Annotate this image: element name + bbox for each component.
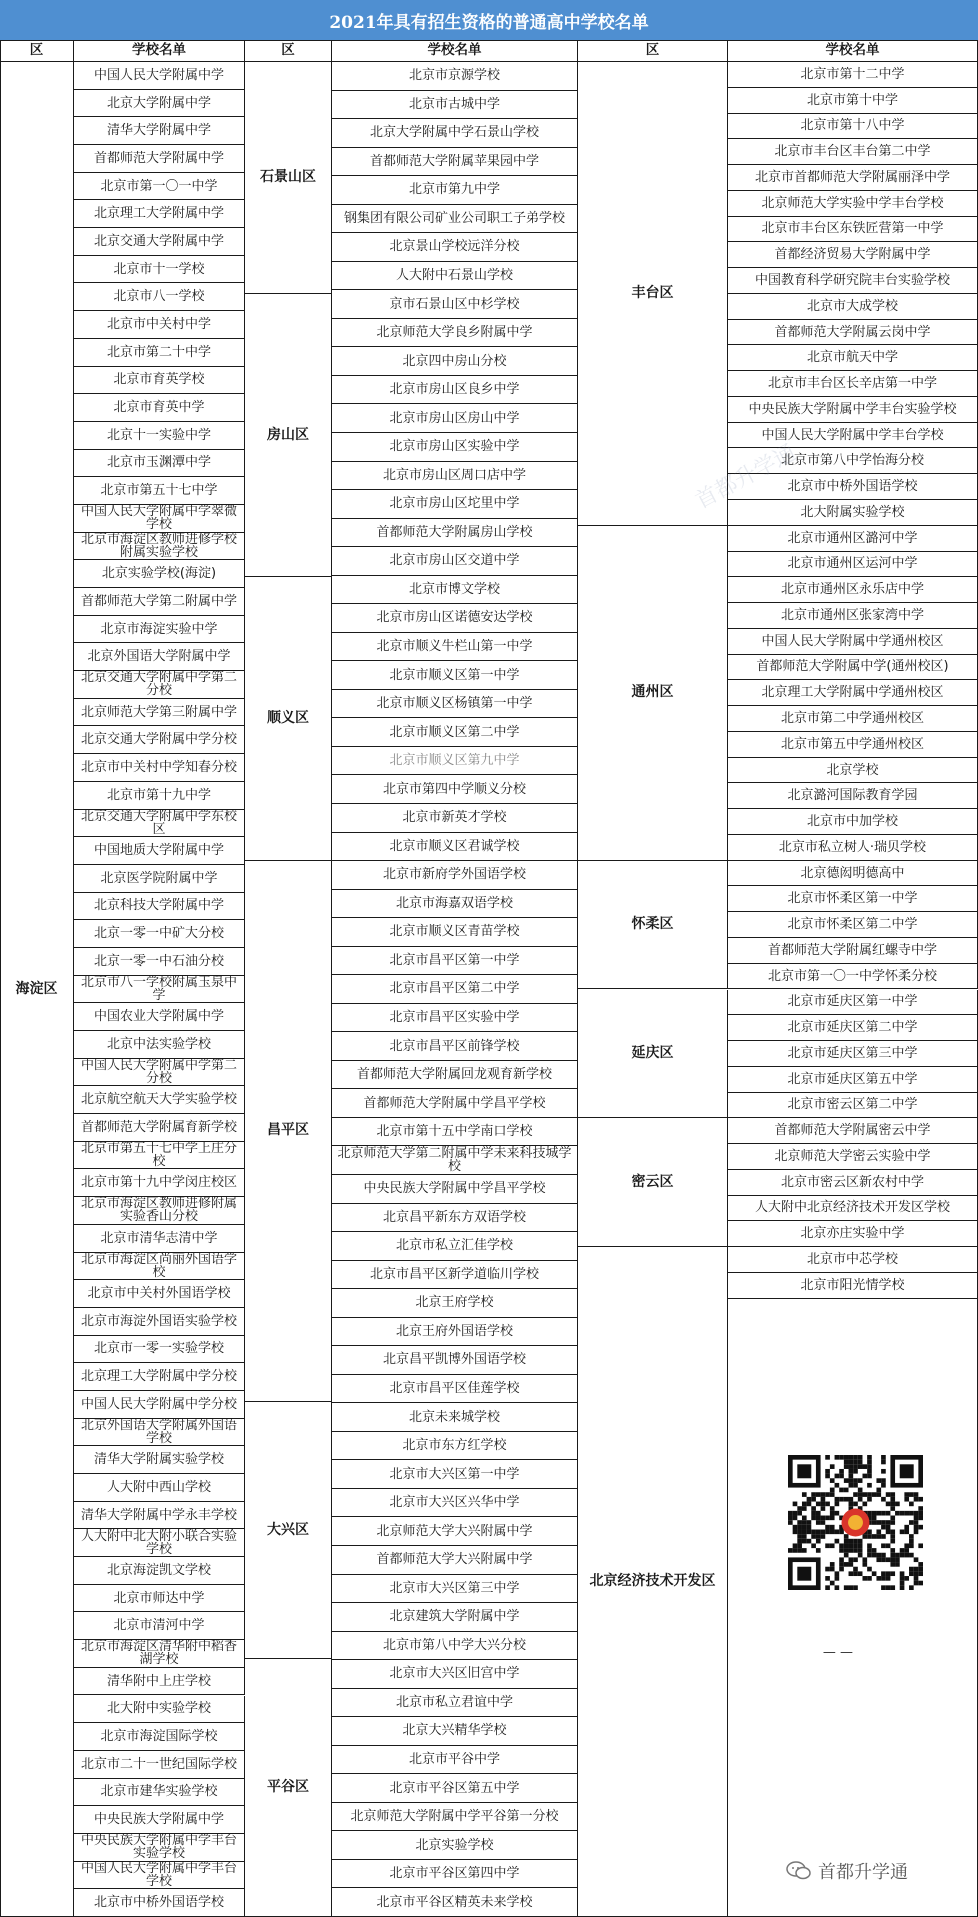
school-cell: 北京市新英才学校 <box>332 804 578 833</box>
school-cell: 中国农业大学附属中学 <box>74 1003 245 1031</box>
school-cell: 北京市怀柔区第二中学 <box>728 912 978 938</box>
school-cell: 北京市昌平区前锋学校 <box>332 1032 578 1061</box>
school-cell: 北京昌平凯博外国语学校 <box>332 1346 578 1375</box>
school-cell: 首都师范大学附属中学 <box>74 145 245 173</box>
school-cell: 北京市延庆区第一中学 <box>728 990 978 1016</box>
school-cell: 北京市丰台区丰台第二中学 <box>728 139 978 165</box>
school-cell: 北京市京源学校 <box>332 62 578 91</box>
school-cell: 中国人民大学附属中学第二分校 <box>74 1059 245 1087</box>
school-cell: 北京市大兴区第一中学 <box>332 1460 578 1489</box>
school-cell: 北京德闳明德高中 <box>728 861 978 887</box>
school-cell: 中央民族大学附属中学丰台实验学校 <box>74 1834 245 1862</box>
school-cell: 北京市中关村中学 <box>74 311 245 339</box>
school-cell: 北京市昌平区佳莲学校 <box>332 1375 578 1404</box>
school-cell: 北京交通大学附属中学分校 <box>74 726 245 754</box>
school-cell: 北京市丰台区长辛店第一中学 <box>728 371 978 397</box>
school-cell: 北京市一零一实验学校 <box>74 1336 245 1364</box>
school-cell: 北京市中关村中学知春分校 <box>74 754 245 782</box>
school-cell: 北京大学附属中学石景山学校 <box>332 119 578 148</box>
school-cell: 北京市中桥外国语学校 <box>74 1889 245 1917</box>
school-cell: 中央民族大学附属中学丰台实验学校 <box>728 397 978 423</box>
school-cell: 北京市第二中学通州校区 <box>728 706 978 732</box>
school-cell: 北京潞河国际教育学园 <box>728 783 978 809</box>
school-cell: 北京师范大学密云实验中学 <box>728 1144 978 1170</box>
school-cell: 北京市育英中学 <box>74 394 245 422</box>
column-header-district: 区 <box>578 40 728 62</box>
school-cell: 北京市海淀区教师进修附属实验香山分校 <box>74 1197 245 1225</box>
school-cell: 北京市第五十七中学 <box>74 477 245 505</box>
school-cell: 北京市建华实验学校 <box>74 1779 245 1807</box>
school-cell: 北京未来城学校 <box>332 1403 578 1432</box>
school-cell: 北京市私立汇佳学校 <box>332 1232 578 1261</box>
school-cell: 北京市博文学校 <box>332 576 578 605</box>
school-cell: 北大附属实验学校 <box>728 500 978 526</box>
column-header-district: 区 <box>0 40 74 62</box>
district-cell: 平谷区 <box>245 1659 332 1917</box>
school-cell: 北京交通大学附属中学 <box>74 228 245 256</box>
school-cell: 北京市海淀国际学校 <box>74 1723 245 1751</box>
page-title: 2021年具有招生资格的普通高中学校名单 <box>0 0 978 40</box>
school-cell: 北京市海淀外国语实验学校 <box>74 1308 245 1336</box>
school-cell: 北京大兴精华学校 <box>332 1717 578 1746</box>
school-cell: 北京四中房山分校 <box>332 347 578 376</box>
school-cell: 北京市密云区新农村中学 <box>728 1170 978 1196</box>
school-cell: 北京市第十五中学南口学校 <box>332 1118 578 1147</box>
school-cell: 中国教育科学研究院丰台实验学校 <box>728 268 978 294</box>
school-cell: 北京市平谷区第五中学 <box>332 1774 578 1803</box>
school-cell: 北京中法实验学校 <box>74 1031 245 1059</box>
school-cell: 清华附中上庄学校 <box>74 1668 245 1696</box>
school-cell: 北京市通州区运河中学 <box>728 552 978 578</box>
school-cell: 北京市顺义区君诚学校 <box>332 833 578 862</box>
school-cell: 北京市昌平区第一中学 <box>332 947 578 976</box>
school-cell: 北京市顺义区杨镇第一中学 <box>332 690 578 719</box>
wechat-icon <box>786 1861 812 1881</box>
school-cell: 首都师范大学大兴附属中学 <box>332 1546 578 1575</box>
school-cell: 北大附中实验学校 <box>74 1696 245 1724</box>
school-cell: 北京市第二十中学 <box>74 339 245 367</box>
school-cell: 北京市中芯学校 <box>728 1247 978 1273</box>
school-cell: 北京市第五十七中学上庄分校 <box>74 1142 245 1170</box>
school-cell: 北京市私立君谊中学 <box>332 1689 578 1718</box>
school-cell: 北京市第八中学怡海分校 <box>728 448 978 474</box>
school-cell: 北京市航天中学 <box>728 345 978 371</box>
school-cell: 中央民族大学附属中学 <box>74 1806 245 1834</box>
school-cell: 人大附中西山学校 <box>74 1474 245 1502</box>
school-cell: 首都师范大学附属密云中学 <box>728 1118 978 1144</box>
school-cell: 北京市师达中学 <box>74 1585 245 1613</box>
school-cell: 北京市育英学校 <box>74 367 245 395</box>
school-cell: 北京理工大学附属中学 <box>74 200 245 228</box>
school-cell: 中国人民大学附属中学通州校区 <box>728 629 978 655</box>
school-table <box>0 40 978 1917</box>
school-cell: 北京市玉渊潭中学 <box>74 450 245 478</box>
school-cell: 北京市第十八中学 <box>728 114 978 140</box>
district-cell: 石景山区 <box>245 62 332 294</box>
school-cell: 北京市房山区周口店中学 <box>332 462 578 491</box>
qr-code-icon <box>788 1455 923 1590</box>
school-cell: 北京市第九中学 <box>332 176 578 205</box>
school-cell: 北京市大兴区第三中学 <box>332 1575 578 1604</box>
school-cell: 北京市海淀区尚丽外国语学校 <box>74 1253 245 1281</box>
school-cell: 北京市海淀实验中学 <box>74 616 245 644</box>
school-cell: 北京市第十九中学闵庄校区 <box>74 1169 245 1197</box>
school-cell: 北京市大兴区兴华中学 <box>332 1489 578 1518</box>
school-cell: 北京一零一中矿大分校 <box>74 920 245 948</box>
school-cell: 北京市顺义区第二中学 <box>332 718 578 747</box>
school-cell: 北京市中关村外国语学校 <box>74 1280 245 1308</box>
school-cell: 北京市首都师范大学附属丽泽中学 <box>728 165 978 191</box>
school-cell: 北京市第十九中学 <box>74 782 245 810</box>
school-cell: 北京理工大学附属中学通州校区 <box>728 680 978 706</box>
school-cell: 北京市房山区良乡中学 <box>332 376 578 405</box>
school-cell: 北京市第八中学大兴分校 <box>332 1632 578 1661</box>
school-cell: 北京医学院附属中学 <box>74 865 245 893</box>
school-cell: 首都经济贸易大学附属中学 <box>728 242 978 268</box>
school-cell: 北京市第十中学 <box>728 88 978 114</box>
district-cell: 大兴区 <box>245 1402 332 1660</box>
filler-dashes: — — <box>822 1645 854 1660</box>
school-cell: 北京市顺义牛栏山第一中学 <box>332 633 578 662</box>
district-cell: 顺义区 <box>245 577 332 860</box>
school-cell: 北京科技大学附属中学 <box>74 893 245 921</box>
district-cell: 昌平区 <box>245 861 332 1402</box>
school-cell: 北京市昌平区新学道临川学校 <box>332 1261 578 1290</box>
school-cell: 北京师范大学大兴附属中学 <box>332 1517 578 1546</box>
column-header-school: 学校名单 <box>74 40 245 62</box>
school-cell: 北京交通大学附属中学东校区 <box>74 810 245 838</box>
school-cell: 北京市房山区实验中学 <box>332 433 578 462</box>
school-cell: 首都师范大学附属中学(通州校区) <box>728 655 978 681</box>
school-cell: 北京一零一中石油分校 <box>74 948 245 976</box>
school-cell: 北京市私立树人·瑞贝学校 <box>728 835 978 861</box>
school-cell: 北京王府学校 <box>332 1289 578 1318</box>
school-cell: 中国人民大学附属中学丰台学校 <box>728 423 978 449</box>
district-cell: 北京经济技术开发区 <box>578 1247 728 1917</box>
school-cell: 北京市通州区潞河中学 <box>728 526 978 552</box>
watermark-text: 首都升学通 <box>818 1862 908 1883</box>
school-cell: 北京市第四中学顺义分校 <box>332 775 578 804</box>
school-cell: 清华大学附属中学 <box>74 117 245 145</box>
school-cell: 首都师范大学附属房山学校 <box>332 519 578 548</box>
school-cell: 北京市二十一世纪国际学校 <box>74 1751 245 1779</box>
school-cell: 北京市平谷区精英未来学校 <box>332 1888 578 1917</box>
school-cell: 北京市八一学校 <box>74 283 245 311</box>
faint-watermark: 首都升学通 <box>691 440 801 515</box>
school-cell: 北京市清华志清中学 <box>74 1225 245 1253</box>
school-cell: 中国人民大学附属中学 <box>74 62 245 90</box>
school-cell: 北京实验学校 <box>332 1831 578 1860</box>
school-cell: 中央民族大学附属中学昌平学校 <box>332 1175 578 1204</box>
school-cell: 北京市通州区永乐店中学 <box>728 577 978 603</box>
school-cell: 北京外国语大学附属中学 <box>74 643 245 671</box>
school-cell: 北京市海淀区清华附中稻香湖学校 <box>74 1640 245 1668</box>
school-cell: 北京市清河中学 <box>74 1612 245 1640</box>
school-cell: 北京市顺义区青苗学校 <box>332 918 578 947</box>
school-cell: 首都师范大学附属苹果园中学 <box>332 148 578 177</box>
column-header-school: 学校名单 <box>728 40 978 62</box>
school-cell: 北京市通州区张家湾中学 <box>728 603 978 629</box>
school-cell: 北京师范大学附属中学平谷第一分校 <box>332 1803 578 1832</box>
school-cell: 清华大学附属实验学校 <box>74 1446 245 1474</box>
school-cell: 北京师范大学第二附属中学未来科技城学校 <box>332 1146 578 1175</box>
school-cell: 北京王府外国语学校 <box>332 1318 578 1347</box>
school-cell: 北京十一实验中学 <box>74 422 245 450</box>
school-cell: 北京市延庆区第五中学 <box>728 1067 978 1093</box>
school-cell: 北京昌平新东方双语学校 <box>332 1204 578 1233</box>
watermark <box>786 1858 908 1884</box>
school-cell: 北京建筑大学附属中学 <box>332 1603 578 1632</box>
school-cell: 北京市平谷区第四中学 <box>332 1860 578 1889</box>
school-cell: 人大附中北京经济技术开发区学校 <box>728 1196 978 1222</box>
district-cell: 通州区 <box>578 526 728 861</box>
school-cell: 清华大学附属中学永丰学校 <box>74 1502 245 1530</box>
school-cell: 首都师范大学第二附属中学 <box>74 588 245 616</box>
school-cell: 北京市丰台区东铁匠营第一中学 <box>728 217 978 243</box>
school-cell: 北京市怀柔区第一中学 <box>728 886 978 912</box>
school-cell: 北京市海淀区教师进修学校附属实验学校 <box>74 533 245 561</box>
school-cell: 北京海淀凯文学校 <box>74 1557 245 1585</box>
column-header-school: 学校名单 <box>332 40 578 62</box>
school-cell: 钢集团有限公司矿业公司职工子弟学校 <box>332 205 578 234</box>
school-cell: 北京师范大学实验中学丰台学校 <box>728 191 978 217</box>
school-cell: 北京市八一学校附属玉泉中学 <box>74 976 245 1004</box>
school-cell: 北京市房山区诺德安达学校 <box>332 604 578 633</box>
school-cell: 北京实验学校(海淀) <box>74 560 245 588</box>
district-cell: 延庆区 <box>578 990 728 1119</box>
school-cell: 中国地质大学附属中学 <box>74 837 245 865</box>
school-cell: 北京景山学校远洋分校 <box>332 233 578 262</box>
school-cell: 北京市顺义区第一中学 <box>332 661 578 690</box>
school-cell: 北京市第一〇一中学 <box>74 173 245 201</box>
school-cell: 首都师范大学附属回龙观育新学校 <box>332 1061 578 1090</box>
school-cell: 北京师范大学良乡附属中学 <box>332 319 578 348</box>
school-cell: 北京市昌平区实验中学 <box>332 1004 578 1033</box>
school-cell: 首都师范大学附属云岗中学 <box>728 320 978 346</box>
school-cell: 北京市房山区房山中学 <box>332 404 578 433</box>
school-cell: 中国人民大学附属中学翠微学校 <box>74 505 245 533</box>
school-cell: 人大附中北大附小联合实验学校 <box>74 1529 245 1557</box>
district-cell: 怀柔区 <box>578 861 728 990</box>
school-cell: 首都师范大学附属育新学校 <box>74 1114 245 1142</box>
school-cell: 北京市延庆区第二中学 <box>728 1015 978 1041</box>
school-cell: 首都师范大学附属红螺寺中学 <box>728 938 978 964</box>
school-cell: 北京市中桥外国语学校 <box>728 474 978 500</box>
school-cell: 北京师范大学第三附属中学 <box>74 699 245 727</box>
school-cell: 北京市房山区坨里中学 <box>332 490 578 519</box>
school-cell: 北京市阳光情学校 <box>728 1273 978 1299</box>
school-cell: 北京市顺义区第九中学 <box>332 747 578 776</box>
school-cell: 北京市中加学校 <box>728 809 978 835</box>
school-cell: 北京市延庆区第三中学 <box>728 1041 978 1067</box>
school-cell: 北京市十一学校 <box>74 256 245 284</box>
school-cell: 北京市大成学校 <box>728 294 978 320</box>
school-cell: 中国人民大学附属中学丰台学校 <box>74 1862 245 1890</box>
school-cell: 首都师范大学附属中学昌平学校 <box>332 1089 578 1118</box>
school-cell: 北京市古城中学 <box>332 91 578 120</box>
school-cell: 北京大学附属中学 <box>74 90 245 118</box>
school-cell: 北京市平谷中学 <box>332 1746 578 1775</box>
school-cell: 北京外国语大学附属外国语学校 <box>74 1419 245 1447</box>
school-cell: 京市石景山区中杉学校 <box>332 290 578 319</box>
district-cell: 密云区 <box>578 1118 728 1247</box>
school-cell: 北京市昌平区第二中学 <box>332 975 578 1004</box>
column-header-district: 区 <box>245 40 332 62</box>
district-cell: 丰台区 <box>578 62 728 526</box>
school-cell: 北京航空航天大学实验学校 <box>74 1086 245 1114</box>
school-cell: 北京交通大学附属中学第二分校 <box>74 671 245 699</box>
school-cell: 北京学校 <box>728 758 978 784</box>
school-cell: 北京亦庄实验中学 <box>728 1221 978 1247</box>
school-cell: 人大附中石景山学校 <box>332 262 578 291</box>
school-cell: 北京市大兴区旧宫中学 <box>332 1660 578 1689</box>
school-cell: 北京理工大学附属中学分校 <box>74 1363 245 1391</box>
district-cell: 房山区 <box>245 294 332 577</box>
dev-zone-empty-cell <box>728 1299 978 1917</box>
school-cell: 北京市房山区交道中学 <box>332 547 578 576</box>
school-cell: 北京市新府学外国语学校 <box>332 861 578 890</box>
school-cell: 北京市密云区第二中学 <box>728 1093 978 1119</box>
school-cell: 北京市海嘉双语学校 <box>332 890 578 919</box>
school-cell: 北京市东方红学校 <box>332 1432 578 1461</box>
district-cell: 海淀区 <box>0 62 74 1917</box>
school-cell: 北京市第一〇一中学怀柔分校 <box>728 964 978 990</box>
school-cell: 中国人民大学附属中学分校 <box>74 1391 245 1419</box>
school-cell: 北京市第五中学通州校区 <box>728 732 978 758</box>
school-cell: 北京市第十二中学 <box>728 62 978 88</box>
